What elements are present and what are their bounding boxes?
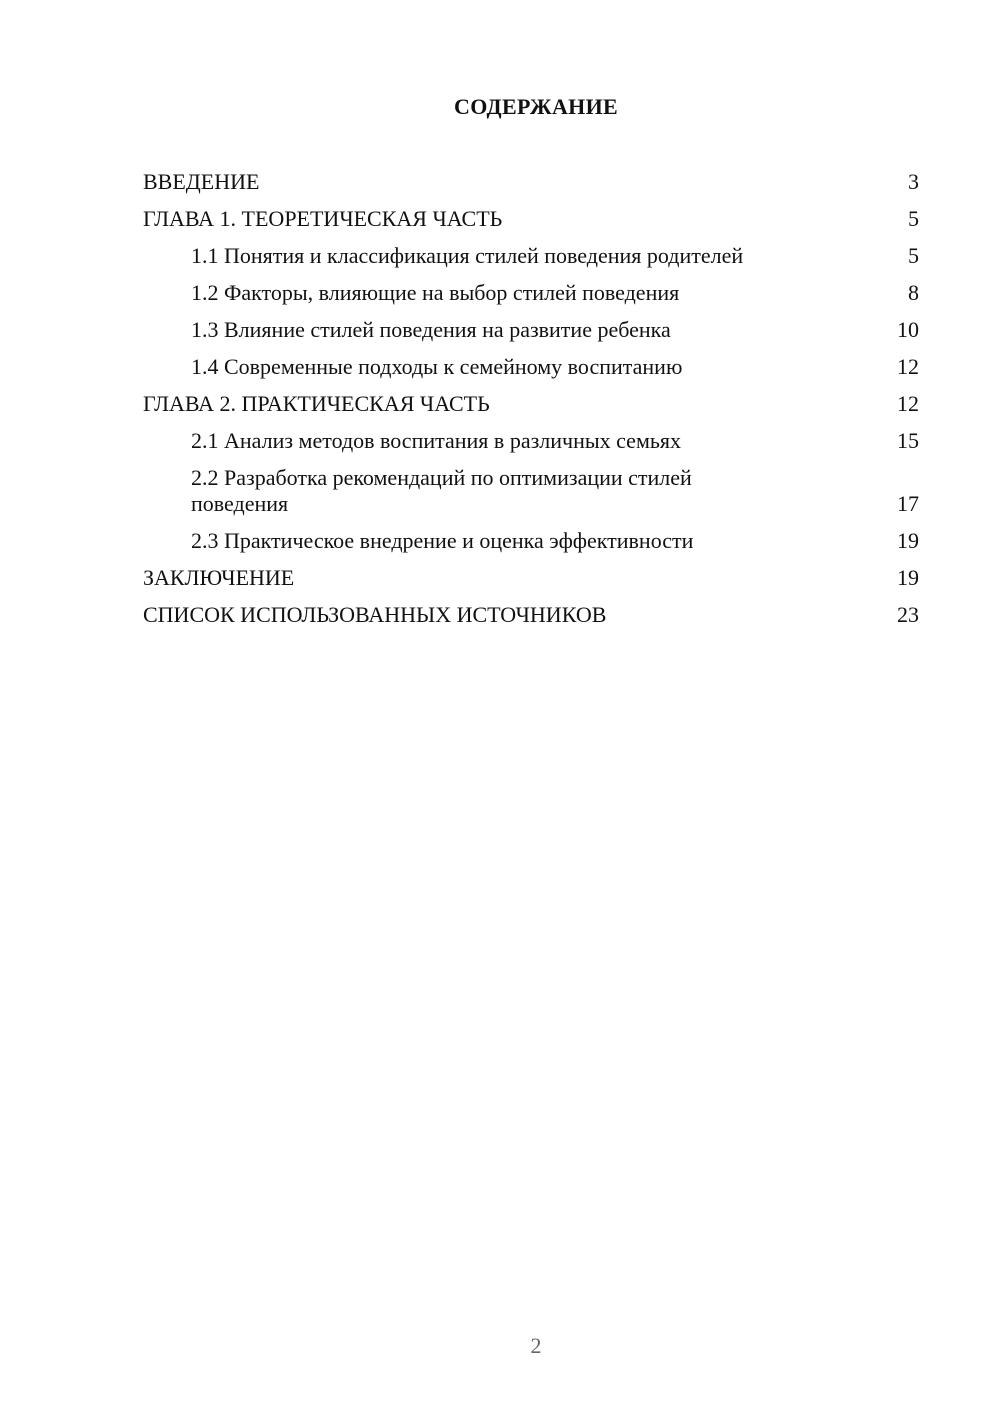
toc-entry-page: 17: [897, 491, 919, 516]
toc-entry-section-1-4[interactable]: [143, 354, 919, 380]
toc-entry-title: 1.3 Влияние стилей поведения на развитие ребенка: [191, 317, 671, 342]
toc-entry-chapter-2[interactable]: [143, 391, 919, 417]
toc-entry-chapter-1[interactable]: [143, 206, 919, 232]
toc-entry-title: 1.4 Современные подходы к семейному воспитанию: [191, 354, 683, 379]
toc-entry-page: 12: [897, 354, 919, 379]
toc-entry-page: 5: [908, 206, 919, 231]
toc-entry-page: 3: [908, 169, 919, 194]
toc-entry-page: 19: [897, 565, 919, 590]
toc-entry-references[interactable]: [143, 602, 919, 628]
toc-entry-conclusion[interactable]: [143, 565, 919, 591]
toc-entry-page: 10: [897, 317, 919, 342]
toc-entry-section-1-2[interactable]: [143, 280, 919, 306]
page-number: 2: [530, 1333, 542, 1358]
toc-entry-title: ВВЕДЕНИЕ: [143, 169, 260, 194]
toc-entry-page: 19: [897, 528, 919, 553]
toc-entry-title: ЗАКЛЮЧЕНИЕ: [143, 565, 295, 590]
toc-entry-title: ГЛАВА 2. ПРАКТИЧЕСКАЯ ЧАСТЬ: [143, 391, 490, 416]
toc-entry-title: 2.3 Практическое внедрение и оценка эффективности: [191, 528, 694, 553]
toc-entry-section-2-2[interactable]: [143, 465, 919, 517]
toc-entry-section-1-3[interactable]: [143, 317, 919, 343]
toc-entry-section-2-1[interactable]: [143, 428, 919, 454]
toc-entry-section-2-3[interactable]: [143, 528, 919, 554]
toc-entry-title: 1.1 Понятия и классификация стилей поведения родителей: [191, 243, 744, 268]
toc-entry-title: 2.1 Анализ методов воспитания в различных семьях: [191, 428, 682, 453]
toc-entry-page: 12: [897, 391, 919, 416]
toc-entry-title: 1.2 Факторы, влияющие на выбор стилей поведения: [191, 280, 680, 305]
toc-entry-page: 8: [908, 280, 919, 305]
toc-entry-page: 15: [897, 428, 919, 453]
toc-entry-title: 2.2 Разработка рекомендаций по оптимизации стилей поведения: [191, 465, 692, 516]
toc-entry-introduction[interactable]: [143, 169, 919, 195]
toc-entry-page: 5: [908, 243, 919, 268]
table-of-contents: [143, 169, 919, 639]
page-title: СОДЕРЖАНИЕ: [454, 94, 618, 119]
toc-entry-section-1-1[interactable]: [143, 243, 919, 269]
toc-entry-page: 23: [897, 602, 919, 627]
toc-entry-title: ГЛАВА 1. ТЕОРЕТИЧЕСКАЯ ЧАСТЬ: [143, 206, 503, 231]
toc-entry-title: СПИСОК ИСПОЛЬЗОВАННЫХ ИСТОЧНИКОВ: [143, 602, 607, 627]
